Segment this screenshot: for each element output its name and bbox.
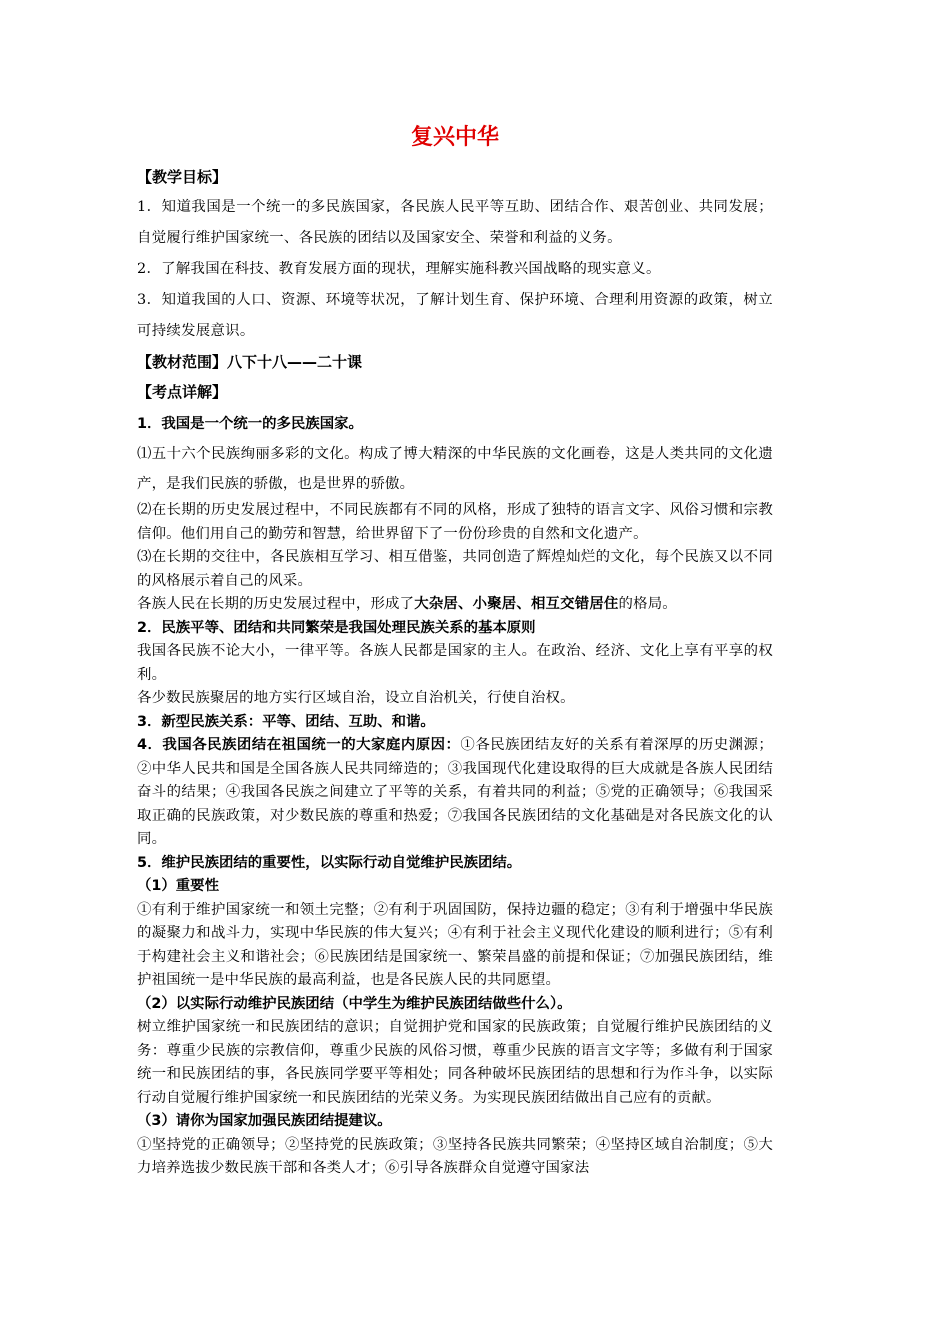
- point-5-2-heading: （2）以实际行动维护民族团结（中学生为维护民族团结做些什么）。: [137, 995, 572, 1012]
- point-4: [137, 734, 773, 852]
- point-5-3-body: ①坚持党的正确领导；②坚持党的民族政策；③坚持各民族共同繁荣；④坚持区域自治制度；⑤大力培养选拔少数民族干部和各类人才；⑥引导各族群众自觉遵守国家法: [137, 1136, 773, 1176]
- point-5-heading: 5．维护民族团结的重要性，以实际行动自觉维护民族团结。: [137, 854, 522, 871]
- goal-1: 1．知道我国是一个统一的多民族国家，各民族人民平等互助、团结合作、艰苦创业、共同发展；自觉履行维护国家统一、各民族的团结以及国家安全、荣誉和利益的义务。: [137, 199, 773, 246]
- goal-3: 3．知道我国的人口、资源、环境等状况，了解计划生育、保护环境、合理利用资源的政策，树立可持续发展意识。: [137, 292, 773, 339]
- point-5-3-heading: （3）请你为国家加强民族团结提建议。: [137, 1113, 392, 1129]
- point-2-heading: 2．民族平等、团结和共同繁荣是我国处理民族关系的基本原则: [137, 619, 536, 636]
- point-5-1-body: ①有利于维护国家统一和领土完整；②有利于巩固国防，保持边疆的稳定；③有利于增强中华民族的凝聚力和战斗力，实现中华民族的伟大复兴；④有利于社会主义现代化建设的顺利进行；⑤有利于构建社会主义和谐社会；⑥民族团结是国家统一、繁荣昌盛的前提和保证；⑦加强民族团结，维护祖国统一是中华民族的最高利益，也是各民族人民的共同愿望。: [137, 901, 773, 988]
- point-1-heading: 1．我国是一个统一的多民族国家。: [137, 416, 363, 432]
- point-2-b: 各少数民族聚居的地方实行区域自治，设立自治机关，行使自治权。: [137, 690, 575, 706]
- document-page: [137, 120, 773, 1181]
- page-title: 复兴中华: [410, 125, 499, 150]
- point-1-a: ⑴五十六个民族绚丽多彩的文化。构成了博大精深的中华民族的文化画卷，这是人类共同的文化遗产，是我们民族的骄傲，也是世界的骄傲。: [137, 446, 773, 492]
- point-1-d-bold: 大杂居、小聚居、相互交错居住: [414, 596, 619, 612]
- point-1-d: [137, 593, 773, 617]
- goal-2: 2．了解我国在科技、教育发展方面的现状，理解实施科教兴国战略的现实意义。: [137, 261, 661, 277]
- detail-heading: 【考点详解】: [137, 383, 228, 401]
- point-3-heading: 3．新型民族关系：平等、团结、互助、和谐。: [137, 713, 435, 730]
- point-1-c: ⑶在长期的交往中，各民族相互学习、相互借鉴，共同创造了辉煌灿烂的文化，每个民族又以不同的风格展示着自己的风采。: [137, 549, 773, 589]
- point-4-heading: 4．我国各民族团结在祖国统一的大家庭内原因：: [137, 737, 461, 753]
- point-1-b: ⑵在长期的历史发展过程中，不同民族都有不同的风格，形成了独特的语言文字、风俗习惯和宗教信仰。他们用自己的勤劳和智慧，给世界留下了一份份珍贵的自然和文化遗产。: [137, 502, 773, 542]
- point-5-1-heading: （1）重要性: [137, 878, 219, 894]
- scope-heading: 【教材范围】八下十八——二十课: [137, 353, 363, 371]
- goals-heading: 【教学目标】: [137, 168, 228, 186]
- point-2-a: 我国各民族不论大小，一律平等。各族人民都是国家的主人。在政治、经济、文化上享有平享的权利。: [137, 643, 773, 683]
- point-5-2-body: 树立维护国家统一和民族团结的意识；自觉拥护党和国家的民族政策；自觉履行维护民族团结的义务：尊重少民族的宗教信仰，尊重少民族的风俗习惯，尊重少民族的语言文字等；多做有利于国家统一和民族团结的事，各民族同学要平等相处；同各种破坏民族团结的思想和行为作斗争，以实际行动自觉履行维护国家统一和民族团结的光荣义务。为实现民族团结做出自己应有的贡献。: [137, 1019, 773, 1106]
- point-1-d-post: 的格局。: [618, 596, 677, 612]
- point-1-d-pre: 各族人民在长期的历史发展过程中，形成了: [137, 596, 415, 612]
- point-4-body: ①各民族团结友好的关系有着深厚的历史渊源；②中华人民共和国是全国各族人民共同缔造的；③我国现代化建设取得的巨大成就是各族人民团结奋斗的结果；④我国各民族之间建立了平等的关系，有着共同的利益；⑤党的正确领导；⑥我国采取正确的民族政策，对少数民族的尊重和热爱；⑦我国各民族团结的文化基础是对各民族文化的认同。: [137, 737, 774, 847]
